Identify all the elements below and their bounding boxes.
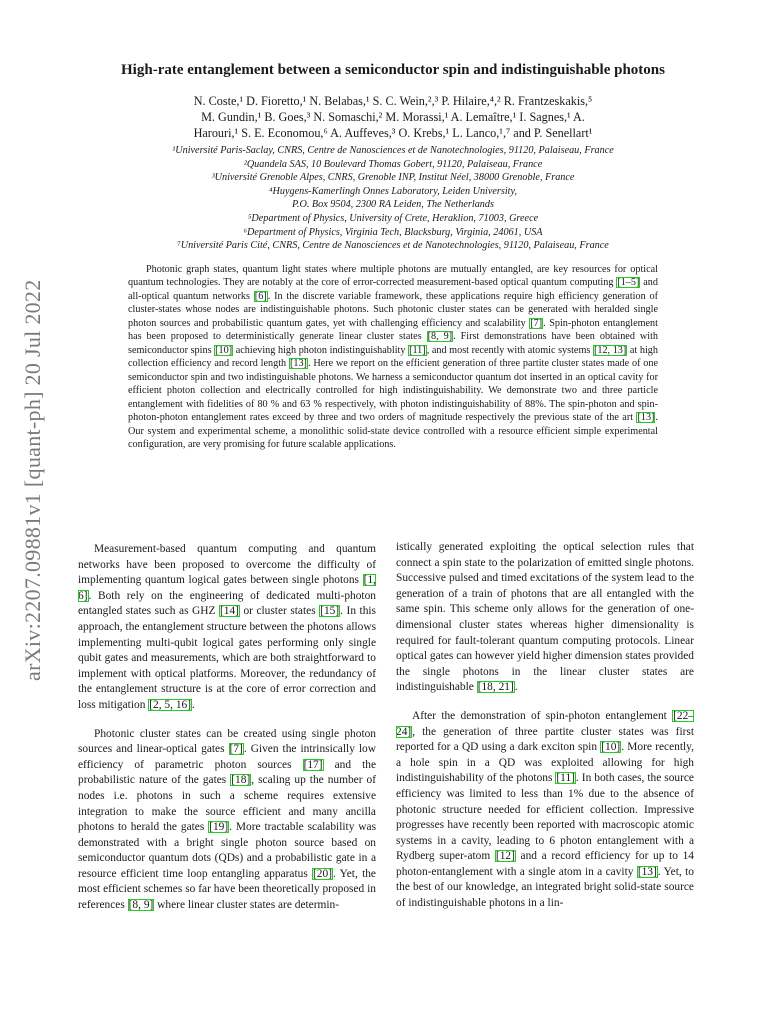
author-line: M. Gundin,¹ B. Goes,³ N. Somaschi,² M. Morassi,¹ A. Lemaître,¹ I. Sagnes,¹ A. xyxy=(201,110,585,124)
affiliation: ³Université Grenoble Alpes, CNRS, Grenoble INP, Institut Néel, 38000 Grenoble, France xyxy=(211,172,575,184)
text-run: . In this approach, the entanglement structure between the photons allows implementing multi-qubit logical gates performing only single qubit gates and measurements, which are both straightforward to implement with optical platforms. Moreover, the redundancy of the entanglement structure is at the core of error correction and loss mitigation xyxy=(78,605,376,711)
citation-link[interactable]: [8, 9] xyxy=(427,331,453,343)
body-paragraph xyxy=(396,709,694,912)
affiliation: ¹Université Paris-Saclay, CNRS, Centre de Nanosciences et de Nanotechnologies, 91120, Palaiseau, France xyxy=(172,145,614,156)
citation-link[interactable]: [13] xyxy=(637,412,655,424)
text-run: , and most recently with atomic systems xyxy=(426,344,593,356)
text-run: . First demonstrations have been obtained with semiconductor spins xyxy=(128,331,658,356)
text-run: . Yet, to the best of our knowledge, an integrated bright solid-state source of indistinguishable photons in a lin- xyxy=(396,865,694,910)
citation-link[interactable]: [15] xyxy=(320,605,340,618)
citation-link[interactable]: [14] xyxy=(219,605,239,618)
text-run: . xyxy=(192,698,195,711)
citation-link[interactable]: [7] xyxy=(530,317,543,329)
text-run: . In the discrete variable framework, these applications require high efficiency generation of cluster-states whose nodes are indistinguishable photons. Such photonic cluster states can be generated with heralded single photon sources and probabilistic quantum gates, yet with challenging efficiency and scalability xyxy=(128,290,658,329)
text-run: . More tractable scalability was demonstrated with a bright single photon source based on semiconductor quantum dots (QDs) and a probabilistic gate in a resource efficient time loop entangling apparatus xyxy=(78,821,376,880)
citation-link[interactable]: [17] xyxy=(303,758,323,771)
affiliation: ⁴Huygens-Kamerlingh Onnes Laboratory, Leiden University, xyxy=(268,185,518,197)
body-paragraph xyxy=(78,727,376,914)
right-column xyxy=(396,540,694,925)
text-run: . More recently, a hole spin in a QD was exploited allowing for high indistinguishability of the photons xyxy=(396,741,694,785)
affiliation: ⁵Department of Physics, University of Crete, Heraklion, 71003, Greece xyxy=(247,212,539,224)
body-paragraph xyxy=(78,542,376,714)
abstract xyxy=(128,263,658,452)
text-run: . Our system and experimental scheme, a monolithic solid-state device controlled with a resource efficient simple experimental configuration, are very promising for future scalable applications. xyxy=(128,412,658,451)
citation-link[interactable]: [12, 13] xyxy=(593,344,627,356)
text-run: Photonic graph states, quantum light states where multiple photons are mutually entangled, are key resources for optical quantum technologies. They are notably at the core of error-corrected measurement-based optical quantum computing xyxy=(128,263,658,289)
citation-link[interactable]: [19] xyxy=(209,821,229,834)
citation-link[interactable]: [11] xyxy=(556,772,575,785)
text-run: Measurement-based quantum computing and quantum networks have been proposed to overcome the difficulty of implementing quantum logical gates between single photons xyxy=(78,543,376,587)
affiliation-list xyxy=(78,144,708,253)
text-run: , scaling up the number of nodes i.e. photons in such a scheme requires extensive integration to make the source efficient and many ancilla photons to herald the gates xyxy=(78,774,376,834)
citation-link[interactable]: [12] xyxy=(495,850,515,863)
citation-link[interactable]: [18] xyxy=(231,774,251,787)
citation-link[interactable]: [6] xyxy=(254,290,267,302)
citation-link[interactable]: [7] xyxy=(229,743,243,756)
body-paragraph xyxy=(396,540,694,696)
affiliation: ⁶Department of Physics, Virginia Tech, Blacksburg, Virginia, 24061, USA xyxy=(243,226,543,238)
affiliation: P.O. Box 9504, 2300 RA Leiden, The Netherlands xyxy=(292,199,494,211)
citation-link[interactable]: [18, 21] xyxy=(477,681,514,694)
citation-link[interactable]: [1, 6] xyxy=(78,574,376,602)
citation-link[interactable]: [22–24] xyxy=(396,709,694,738)
text-run: istically generated exploiting the optical selection rules that connect a spin state to the polarization of emitted single photons. Successive pulsed and timed excitations of the system lead to the generation of a train of photons that are all entangled with the same spin. This scheme only allows for the generation of one-dimensional cluster states whereas higher dimensionality is required for fault-tolerant quantum computing protocols. Linear optical gates can however yield higher dimension states provided the single photons in the linear cluster states are indistinguishable xyxy=(396,541,694,694)
text-run: at high collection efficiency and record length xyxy=(128,344,658,370)
body-columns xyxy=(78,542,708,942)
text-run: . xyxy=(514,681,518,694)
text-run: where linear cluster states are determin- xyxy=(154,899,340,912)
citation-link[interactable]: [11] xyxy=(409,344,426,356)
arxiv-stamp: arXiv:2207.09881v1 [quant-ph] 20 Jul 2022 xyxy=(20,279,45,681)
text-run: After the demonstration of spin-photon entanglement xyxy=(412,709,673,722)
text-run: . Here we report on the efficient generation of three partite cluster states made of one semiconductor spin and two indistinguishable photons. We harness a semiconductor quantum dot inserted in an optical cavity for efficient photon collection and electrically controlled for high indistinguishability. We demonstrate two and three particle entanglement with fidelities of 80 % and 63 % respectively, with photon indistinguishability of 88%. The spin-photon and spin-photon-photon entanglement rates exceed by three and two orders of magnitude respectively the previous state of the art xyxy=(128,358,658,424)
citation-link[interactable]: [20] xyxy=(313,867,332,880)
text-run: achieving high photon indistinguishablity xyxy=(233,344,409,356)
affiliation: ⁷Université Paris Cité, CNRS, Centre de Nanosciences et de Nanotechnologies, 91120, Palaiseau, France xyxy=(177,240,609,252)
text-run: Photonic cluster states can be created using single photon sources and linear-optical gates xyxy=(78,727,376,756)
citation-link[interactable]: [10] xyxy=(215,344,233,356)
author-list xyxy=(78,93,708,141)
text-run: . In both cases, the source efficiency was limited to less than 1% due to the absence of photonic structure needed for efficient collection. Impressive progresses have recently been reported with macroscopic atomic systems in a cavity, leading to 6 photon entanglement with a Rydberg super-atom xyxy=(396,772,694,863)
citation-link[interactable]: [1–5] xyxy=(617,277,640,289)
text-run: and all-optical quantum networks xyxy=(128,277,658,302)
text-run: , the generation of three partite cluster states was first reported for a QD using a dark exciton spin xyxy=(396,725,694,754)
citation-link[interactable]: [13] xyxy=(637,865,657,878)
paper-title: High-rate entanglement between a semiconductor spin and indistinguishable photons xyxy=(121,62,665,78)
text-run: or cluster states xyxy=(239,605,320,618)
text-run: . Spin-photon entanglement has been proposed to deterministically generate linear cluster states xyxy=(128,317,658,343)
affiliation: ²Quandela SAS, 10 Boulevard Thomas Gobert, 91120, Palaiseau, France xyxy=(243,158,543,170)
author-line: N. Coste,¹ D. Fioretto,¹ N. Belabas,¹ S. C. Wein,²,³ P. Hilaire,⁴,² R. Frantzeskakis,⁵ xyxy=(193,94,593,108)
author-line: Harouri,¹ S. E. Economou,⁶ A. Auffeves,³ O. Krebs,¹ L. Lanco,¹,⁷ and P. Senellart¹ xyxy=(193,126,593,140)
text-run: . Yet, the most efficient schemes so far have been theoretically proposed in references xyxy=(78,867,376,912)
text-run: . Both rely on the engineering of dedicated multi-photon entangled states such as GHZ xyxy=(78,589,376,618)
citation-link[interactable]: [13] xyxy=(289,358,307,370)
citation-link[interactable]: [2, 5, 16] xyxy=(149,698,192,711)
text-run: and a record efficiency for up to 14 photon-entanglement with a single atom in a cavity xyxy=(396,850,694,878)
paper-header xyxy=(78,62,708,452)
citation-link[interactable]: [8, 9] xyxy=(128,899,154,912)
citation-link[interactable]: [10] xyxy=(601,741,621,754)
text-run: . Given the intrinsically low efficiency of parametric photon sources xyxy=(78,743,376,771)
text-run: and the probabilistic nature of the gates xyxy=(78,758,377,787)
left-column xyxy=(78,542,376,927)
